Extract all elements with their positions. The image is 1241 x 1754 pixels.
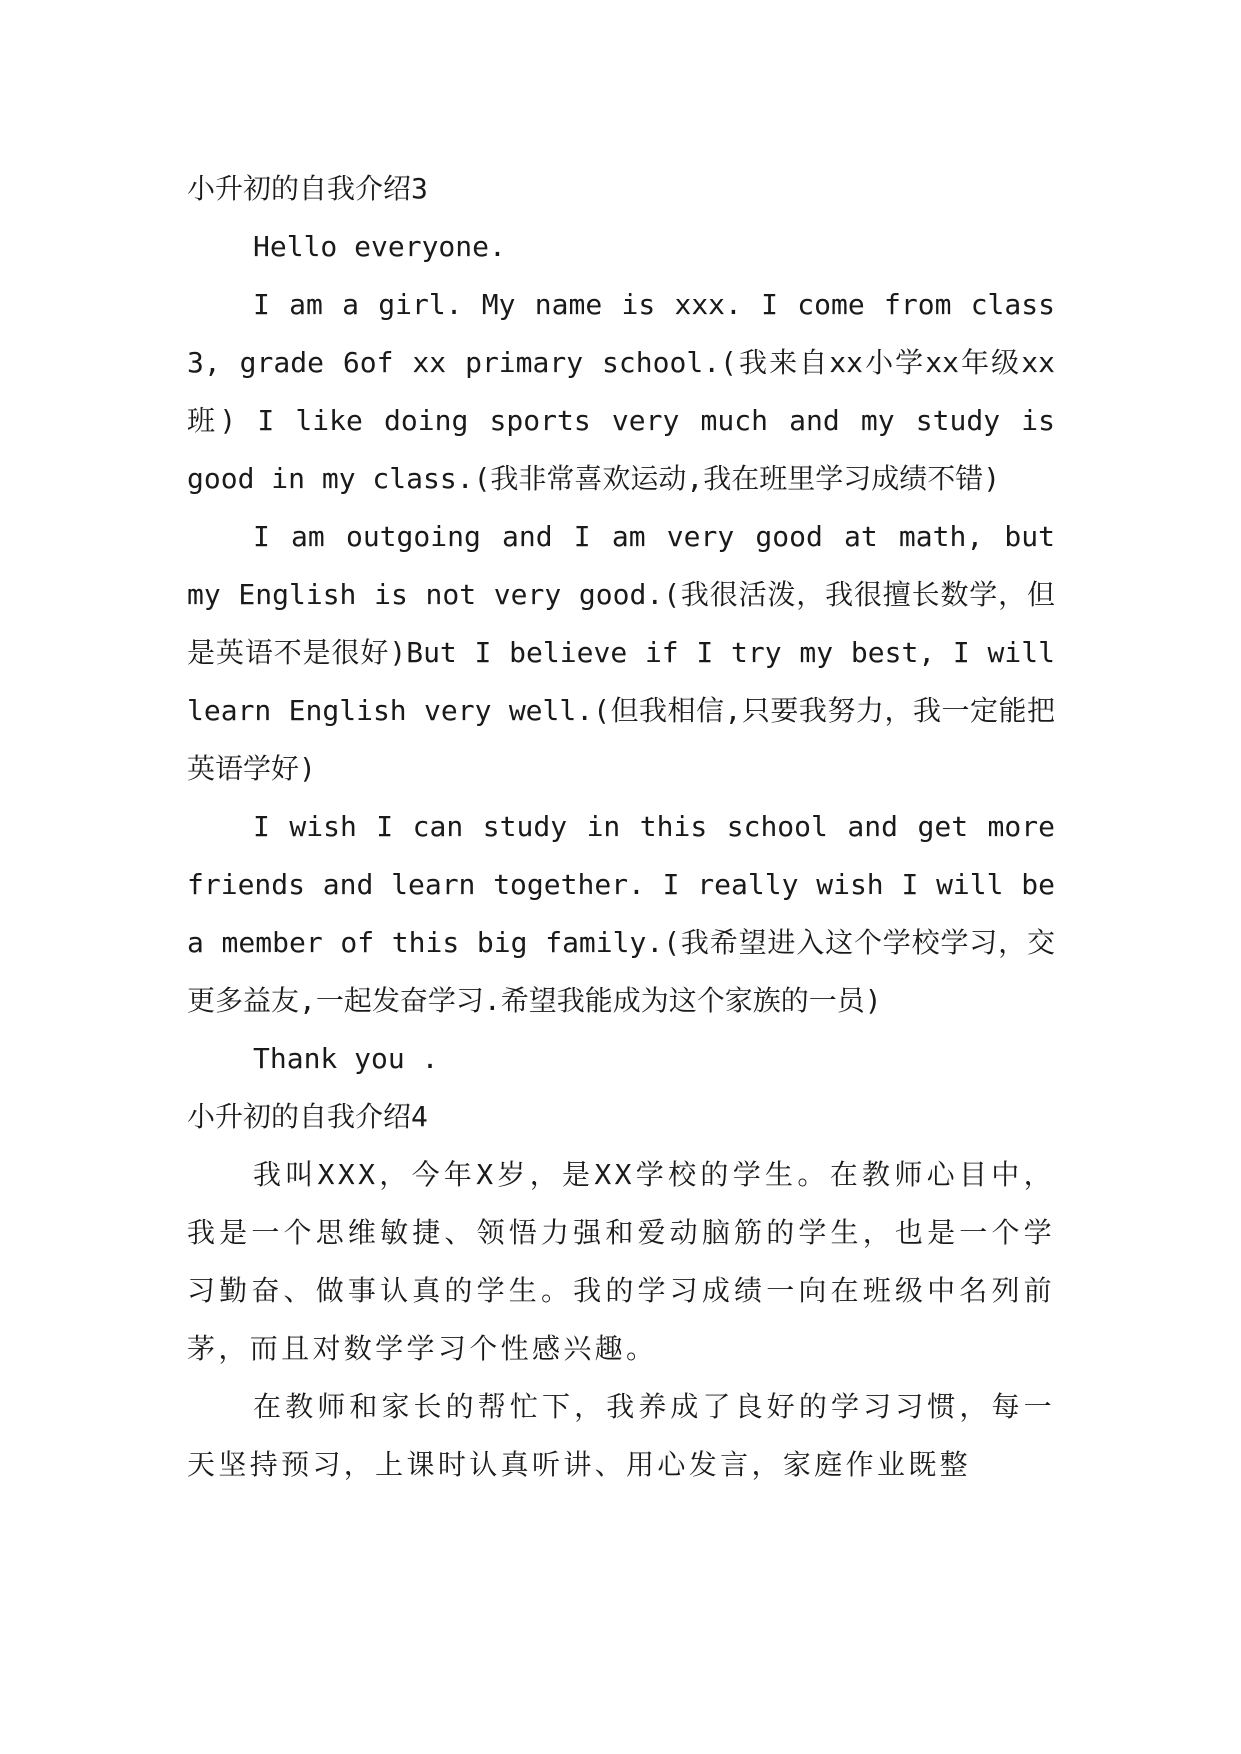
section-4-heading: 小升初的自我介绍4 bbox=[187, 1100, 428, 1133]
section-4-paragraph-1: 我叫XXX，今年X岁，是XX学校的学生。在教师心目中，我是一个思维敏捷、领悟力强和爱动脑筋的学生，也是一个学习勤奋、做事认真的学生。我的学习成绩一向在班级中名列前茅，而且对数学学习个性感兴趣。 bbox=[187, 1158, 1055, 1365]
section-3-paragraph-2: I am outgoing and I am very good at math, but my English is not very good.(我很活泼，我很擅长数学，但是英语不是很好)But I believe if I try my best, I will learn English very well.(但我相信,只要我努力，我一定能把英语学好) bbox=[187, 520, 1055, 785]
section-3-paragraph-1: I am a girl. My name is xxx. I come from class 3, grade 6of xx primary school.(我来自xx小学xx年级xx班) I like doing sports very much and my study is good in my class.(我非常喜欢运动,我在班里学习成绩不错) bbox=[187, 288, 1055, 495]
section-3-heading: 小升初的自我介绍3 bbox=[187, 172, 428, 205]
section-4-paragraph-2: 在教师和家长的帮忙下，我养成了良好的学习习惯，每一天坚持预习，上课时认真听讲、用心发言，家庭作业既整 bbox=[187, 1390, 1055, 1481]
closing-line: Thank you . bbox=[253, 1042, 439, 1075]
section-3-paragraph-3: I wish I can study in this school and get more friends and learn together. I really wish I will be a member of this big family.(我希望进入这个学校学习，交更多益友,一起发奋学习.希望我能成为这个家族的一员) bbox=[187, 810, 1055, 1017]
greeting-line: Hello everyone. bbox=[253, 230, 506, 263]
document-body bbox=[187, 160, 1055, 1494]
